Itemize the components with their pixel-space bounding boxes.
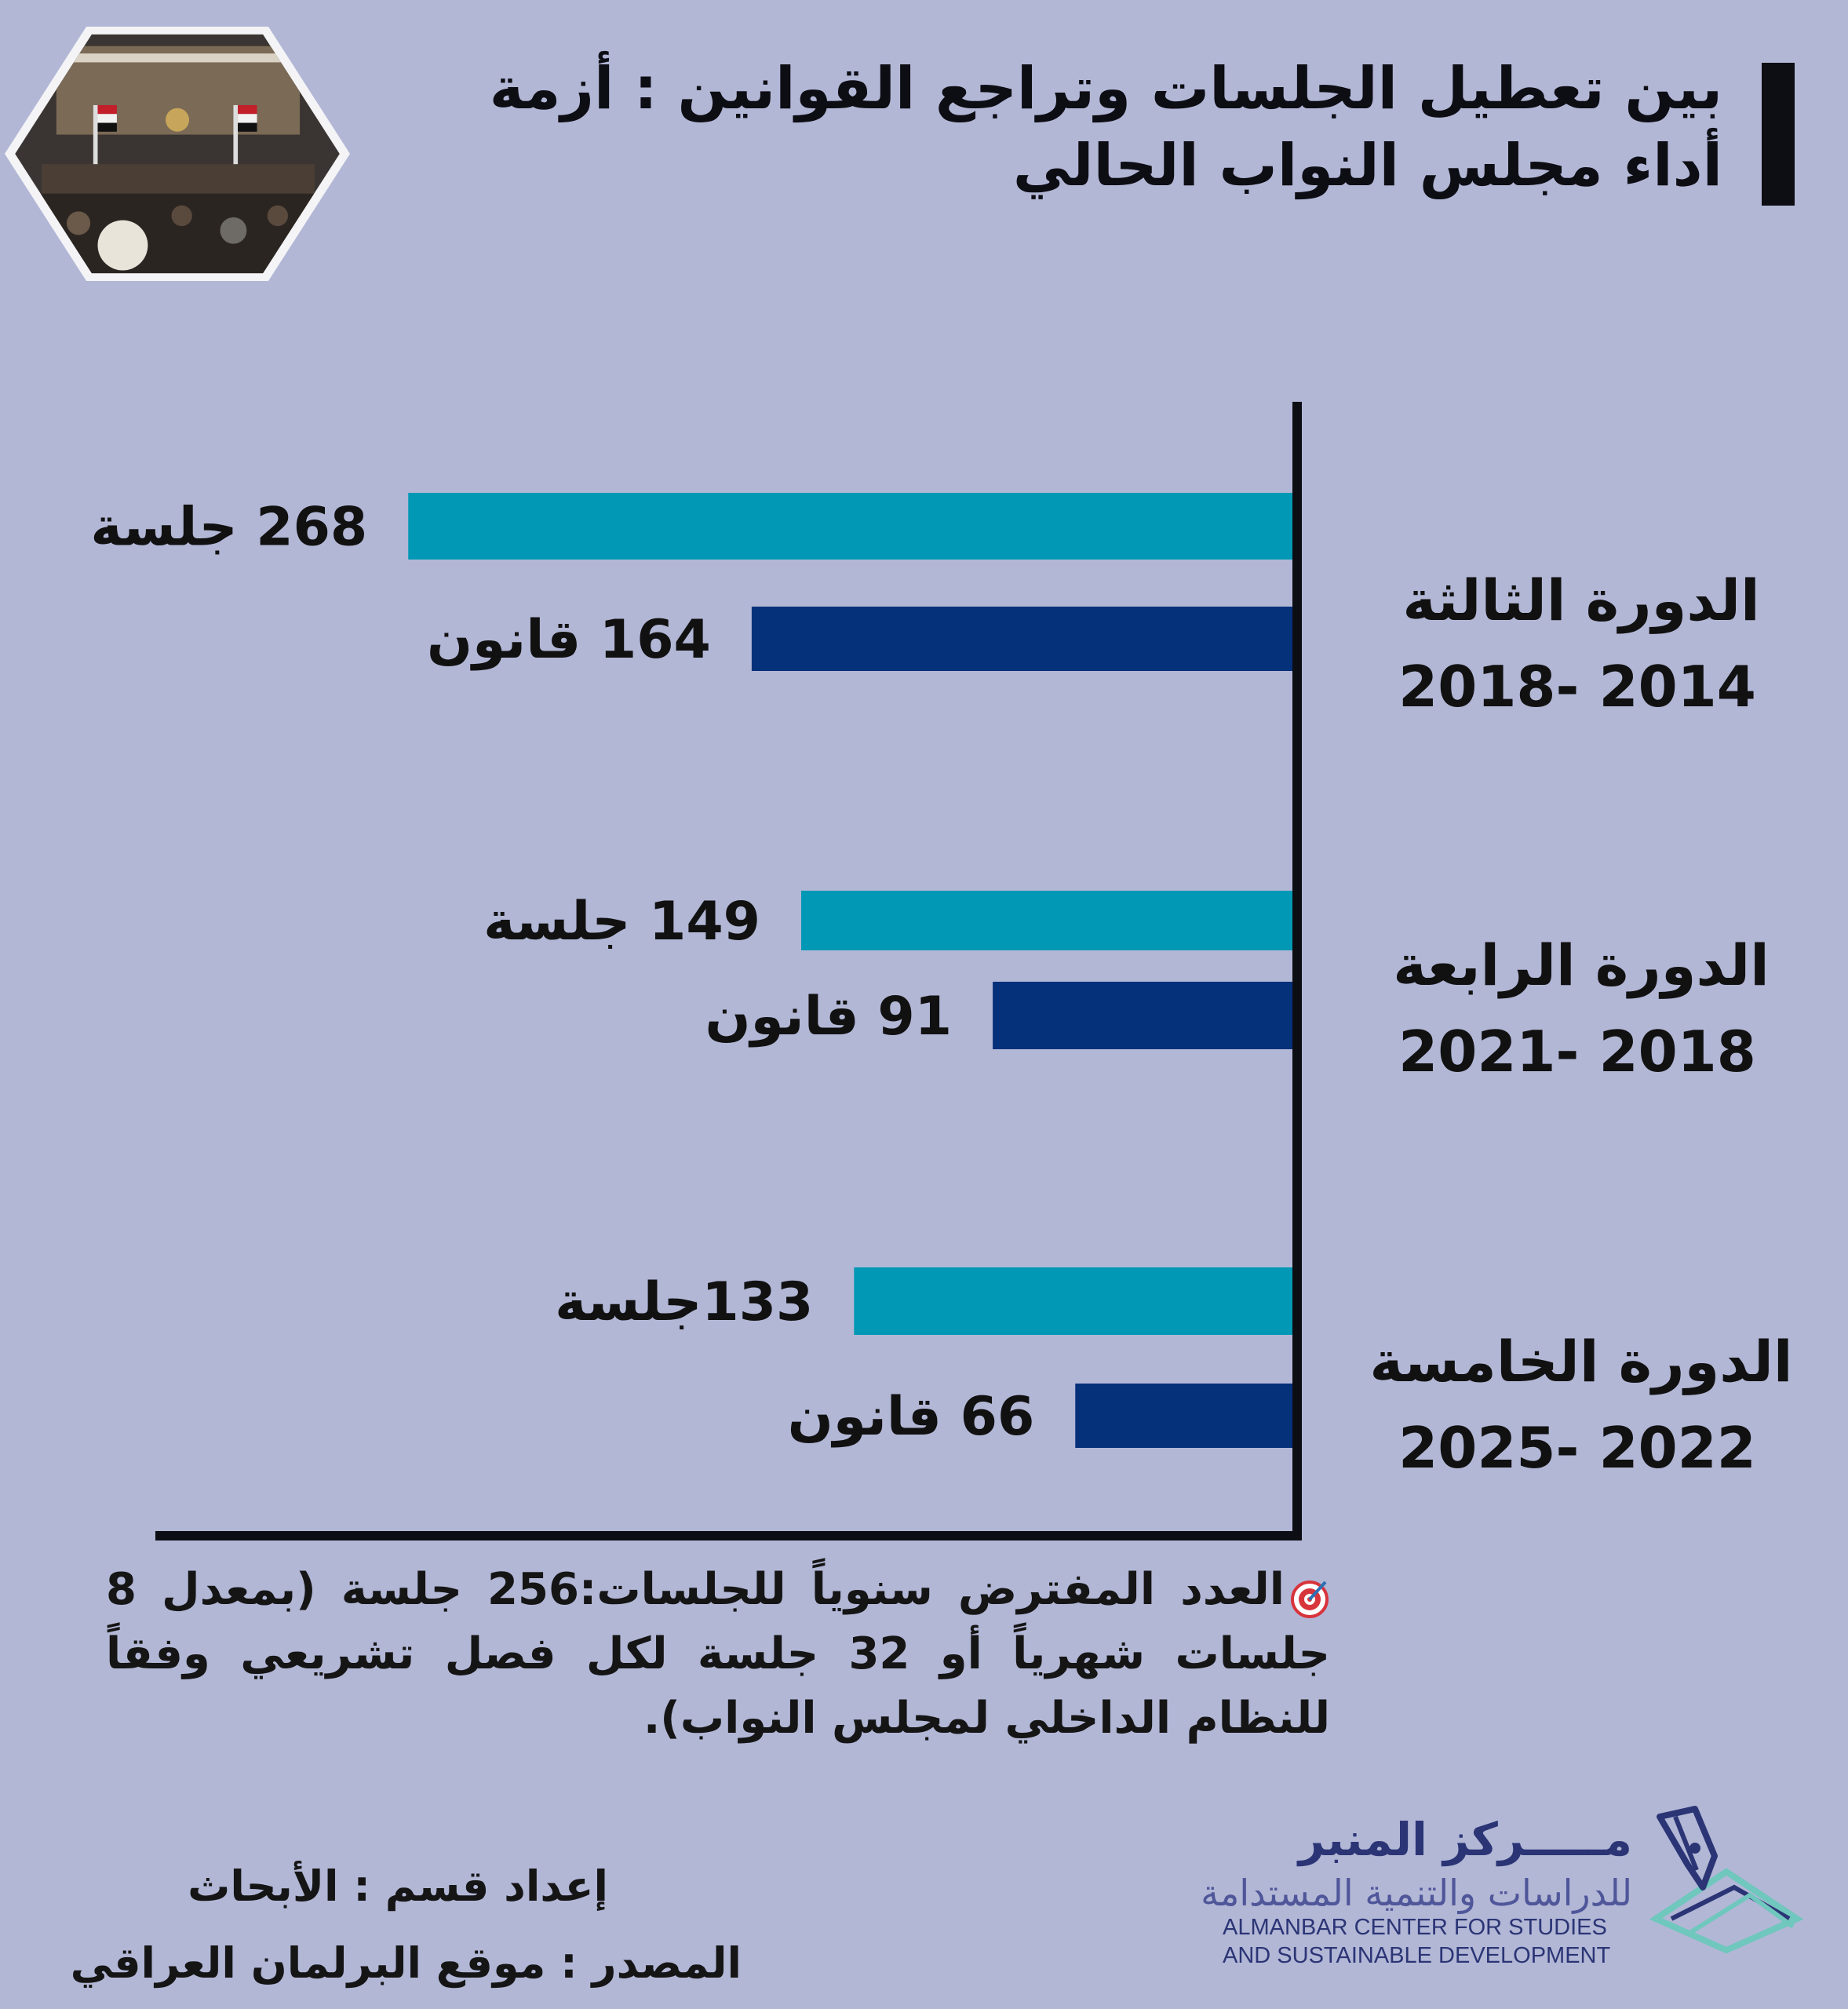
category-years-1: 2014 -2018 <box>1398 654 1756 720</box>
note-text <box>106 1558 1330 1751</box>
category-name-2: الدورة الرابعة <box>1393 932 1770 998</box>
category-name-1: الدورة الثالثة <box>1402 567 1760 633</box>
page-title: بين تعطيل الجلسات وتراجع القوانين : أزمة أداء مجلس النواب الحالي <box>489 55 1722 199</box>
prepared-by: إعداد قسم : الأبحاث <box>188 1861 608 1911</box>
logo-name-ar: مـــــركز المنبر <box>1298 1813 1632 1866</box>
laws-bar-1 <box>752 607 1293 671</box>
category-years-2: 2018 -2021 <box>1398 1019 1756 1085</box>
laws-value-label-2: 91 قانون <box>705 986 953 1048</box>
target-icon <box>1289 1572 1330 1613</box>
category-years-3: 2022 -2025 <box>1398 1415 1756 1481</box>
parliament-photo <box>2 24 353 284</box>
sessions-bar-1 <box>408 493 1293 560</box>
logo-name-en-line2: AND SUSTAINABLE DEVELOPMENT <box>1223 1943 1611 1968</box>
note-body: العدد المفترض سنوياً للجلسات:256 جلسة (بمعدل 8 جلسات شهرياً أو 32 جلسة لكل فصل تشريعي وفقاً للنظام الداخلي لمجلس النواب). <box>106 1564 1330 1744</box>
logo-name-en-line1: ALMANBAR CENTER FOR STUDIES <box>1223 1915 1607 1940</box>
sessions-value-label-2: 149 جلسة <box>483 891 761 953</box>
bar-chart <box>0 392 1848 1554</box>
laws-value-label-1: 164 قانون <box>426 609 711 671</box>
sessions-value-label-1: 268 جلسة <box>90 496 368 559</box>
sessions-bar-3 <box>854 1267 1293 1335</box>
pen-book-logo-icon <box>1640 1801 1805 1966</box>
laws-value-label-3: 66 قانون <box>787 1386 1035 1448</box>
laws-bar-2 <box>993 982 1293 1049</box>
category-name-3: الدورة الخامسة <box>1369 1329 1793 1395</box>
source: المصدر : موقع البرلمان العراقي <box>70 1938 742 1988</box>
sessions-bar-2 <box>801 891 1293 950</box>
title-accent-bar <box>1762 63 1795 206</box>
laws-bar-3 <box>1075 1384 1293 1448</box>
logo-subtitle-ar: للدراسات والتنمية المستدامة <box>1201 1872 1632 1914</box>
sessions-value-label-3: 133جلسة <box>555 1271 814 1333</box>
